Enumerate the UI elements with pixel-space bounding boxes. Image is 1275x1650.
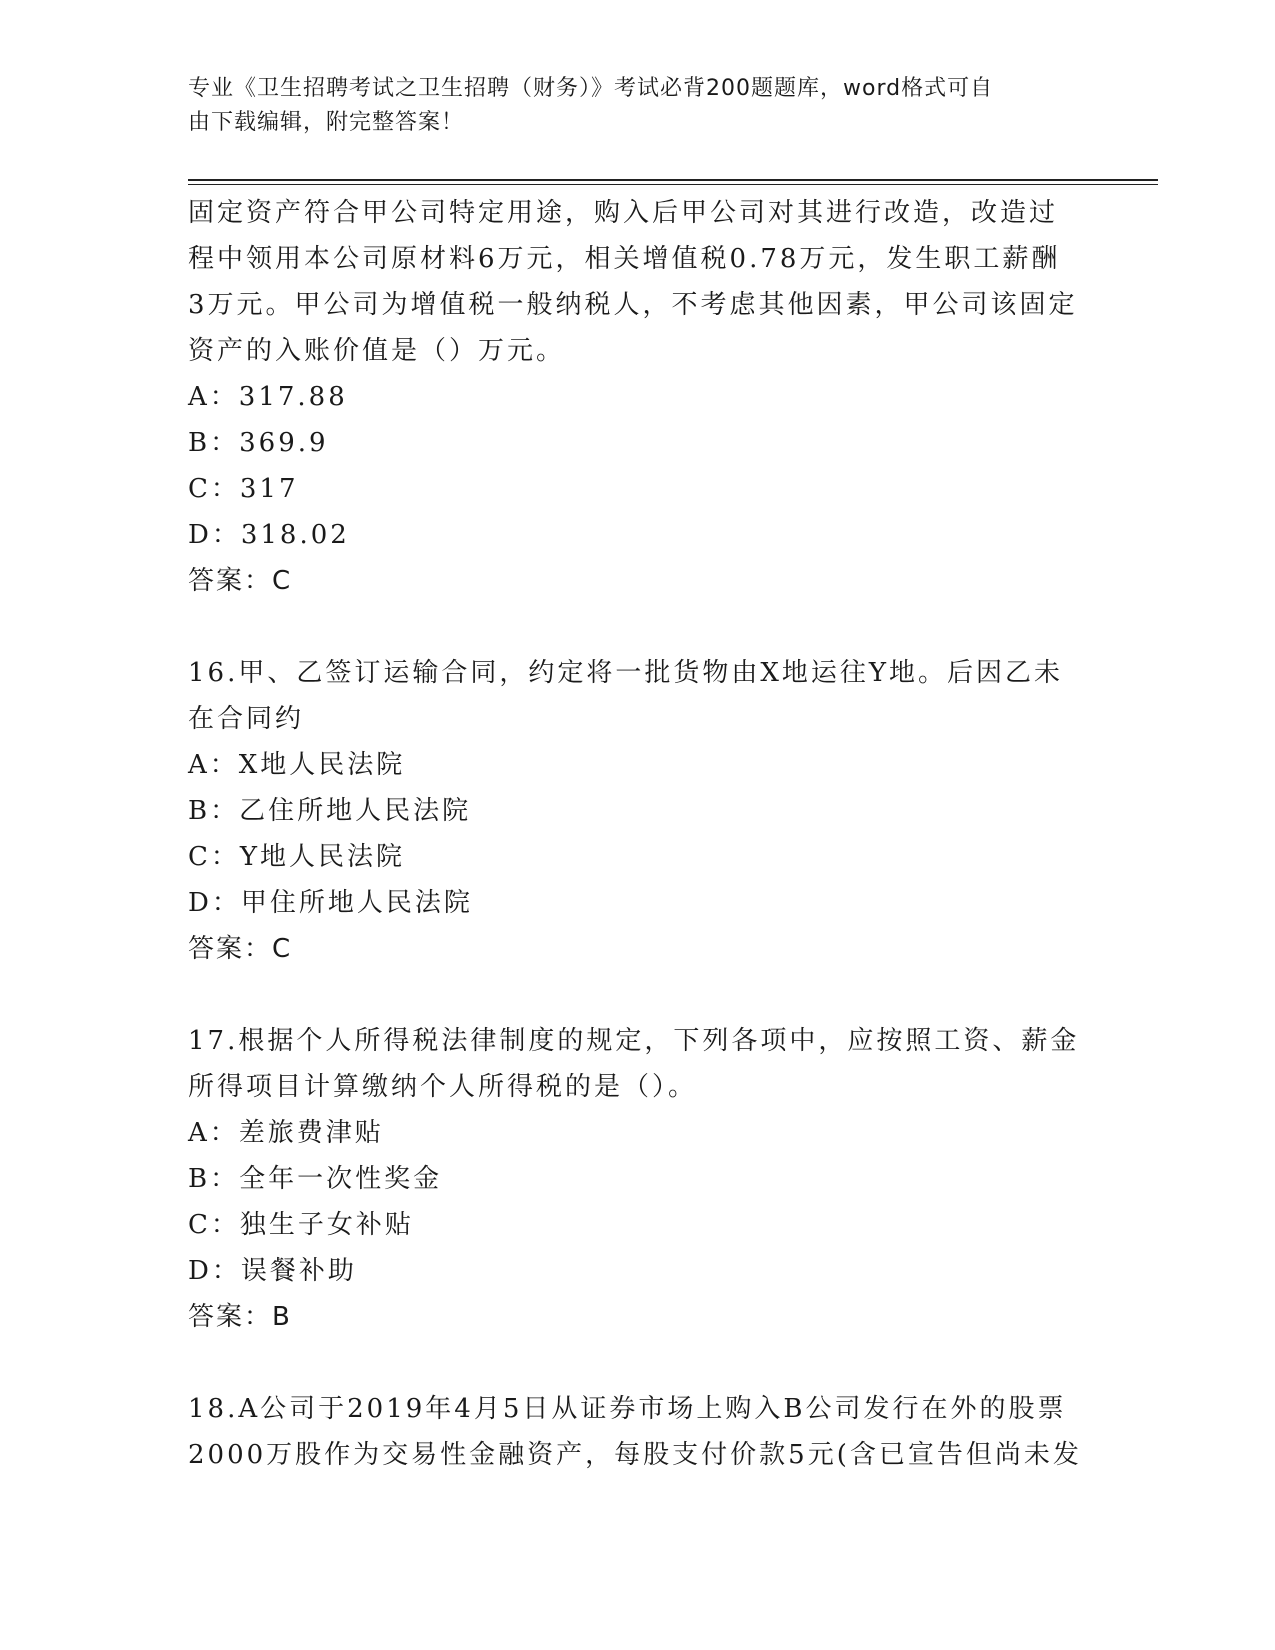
question-text-line: 17.根据个人所得税法律制度的规定，下列各项中，应按照工资、薪金	[188, 1026, 1080, 1056]
question-17	[188, 1018, 1088, 1340]
question-16	[188, 650, 1088, 972]
header-line-2: 由下载编辑，附完整答案！	[188, 110, 465, 135]
option-d: D：318.02	[188, 520, 350, 550]
option-a: A：317.88	[188, 382, 348, 412]
option-b: B：全年一次性奖金	[188, 1164, 443, 1194]
option-d: D：甲住所地人民法院	[188, 888, 473, 918]
option-c: C：317	[188, 474, 299, 504]
question-text-line: 2000万股作为交易性金融资产，每股支付价款5元(含已宣告但尚未发	[188, 1440, 1082, 1470]
document-body	[188, 190, 1088, 1478]
spacer	[188, 972, 1088, 1018]
question-text-line: 3万元。甲公司为增值税一般纳税人，不考虑其他因素，甲公司该固定	[188, 290, 1078, 320]
answer: 答案：C	[188, 566, 293, 596]
option-b: B：乙住所地人民法院	[188, 796, 472, 826]
header-line-1: 专业《卫生招聘考试之卫生招聘（财务）》考试必背200题题库，word格式可自	[188, 76, 994, 101]
question-text-line: 资产的入账价值是（）万元。	[188, 336, 566, 366]
question-text-line: 16.甲、乙签订运输合同，约定将一批货物由X地运往Y地。后因乙未	[188, 658, 1064, 688]
question-text-line: 在合同约	[188, 704, 305, 734]
question-15	[188, 190, 1088, 604]
question-text-line: 固定资产符合甲公司特定用途，购入后甲公司对其进行改造，改造过	[188, 198, 1059, 228]
option-b: B：369.9	[188, 428, 329, 458]
option-c: C：Y地人民法院	[188, 842, 406, 872]
header-divider-thin	[188, 184, 1158, 185]
header-divider-thick	[188, 179, 1158, 181]
option-d: D：误餐补助	[188, 1256, 357, 1286]
question-18	[188, 1386, 1088, 1478]
spacer	[188, 604, 1088, 650]
question-text-line: 程中领用本公司原材料6万元，相关增值税0.78万元，发生职工薪酬	[188, 244, 1061, 274]
option-a: A：差旅费津贴	[188, 1118, 384, 1148]
option-c: C：独生子女补贴	[188, 1210, 414, 1240]
spacer	[188, 1340, 1088, 1386]
document-header	[188, 72, 1068, 140]
answer: 答案：C	[188, 934, 293, 964]
question-text-line: 所得项目计算缴纳个人所得税的是（）。	[188, 1072, 698, 1102]
question-text-line: 18.A公司于2019年4月5日从证券市场上购入B公司发行在外的股票	[188, 1394, 1067, 1424]
option-a: A：X地人民法院	[188, 750, 406, 780]
answer: 答案：B	[188, 1302, 292, 1332]
